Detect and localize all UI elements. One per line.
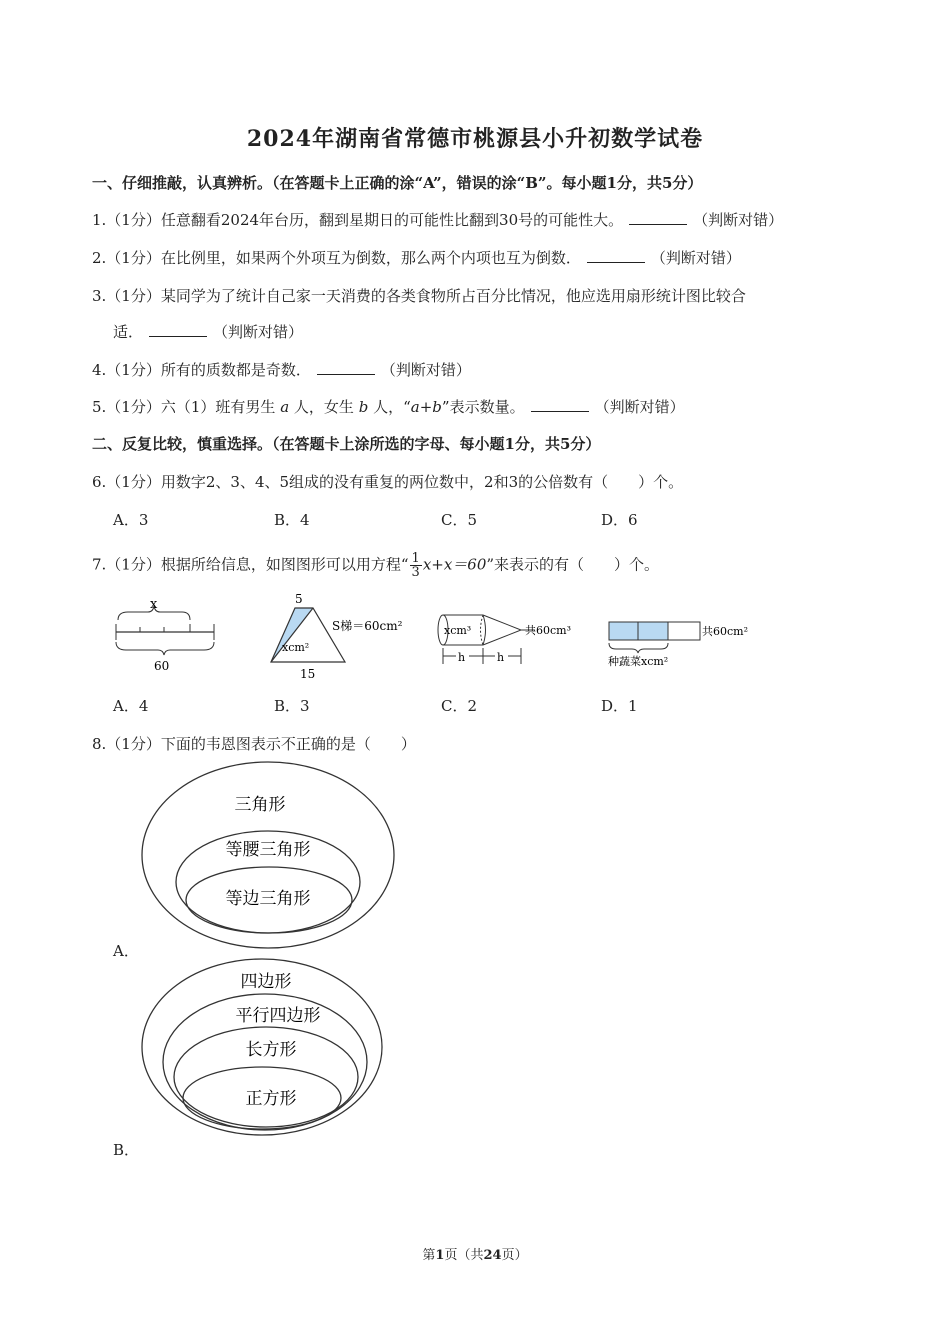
footer-total-pages: 24 (483, 1248, 502, 1263)
footer-mid: 页（共 (444, 1248, 484, 1263)
fraction-numerator: 1 (411, 551, 420, 566)
question-3-line2 (113, 321, 303, 342)
fig2-bottom-label: 15 (300, 667, 316, 681)
answer-blank (629, 210, 687, 225)
footer-post: 页） (501, 1248, 528, 1263)
answer-blank (149, 322, 207, 337)
venn-b-label-1: 四边形 (240, 972, 292, 992)
answer-blank (317, 360, 375, 375)
variable-b: b (358, 398, 369, 416)
venn-b-label-3: 长方形 (245, 1040, 297, 1060)
fig3-h1-label: h (458, 651, 466, 664)
fig2-area-label: S梯＝60cm² (332, 619, 403, 633)
question-6: 6.（1分）用数字2、3、4、5组成的没有重复的两位数中，2和3的公倍数有（ ）个。 (92, 473, 684, 491)
question-7-post: ”来表示的有（ ）个。 (486, 555, 660, 574)
q6-option-b[interactable]: B．4 (274, 511, 310, 529)
variable-a: a (280, 398, 290, 416)
q8-venn-diagram-a (135, 758, 425, 958)
fig4-total-label: 共60cm² (702, 625, 748, 638)
question-7 (92, 552, 659, 579)
fig2-inner-label: xcm² (282, 641, 310, 654)
q8-venn-diagram-b (135, 955, 425, 1155)
fig3-total-label: 共60cm³ (525, 624, 571, 637)
fraction-one-third (410, 552, 422, 579)
q8-option-b[interactable]: B． (113, 1141, 140, 1159)
venn-a-outer-label: 三角形 (234, 795, 286, 815)
fig1-x-label: x (150, 597, 158, 612)
section-2-heading: 二、反复比较，慎重选择。（在答题卡上涂所选的字母、每小题1分，共5分） (92, 435, 601, 453)
question-3-tail: （判断对错） (213, 323, 304, 341)
q7-figure-trapezoid (262, 590, 412, 682)
q7-option-c[interactable]: C．2 (441, 697, 478, 715)
question-1-tail: （判断对错） (693, 211, 784, 229)
question-5-end: ”表示数量。 (441, 398, 525, 416)
question-2-tail: （判断对错） (650, 249, 741, 267)
venn-a-middle-label: 等腰三角形 (225, 840, 311, 860)
venn-b-label-2: 平行四边形 (235, 1006, 321, 1026)
question-1 (92, 209, 783, 230)
fig2-top-label: 5 (295, 592, 303, 606)
question-2 (92, 247, 741, 268)
section-1-heading: 一、仔细推敲，认真辨析。（在答题卡上正确的涂“A”，错误的涂“B”。每小题1分，共5分） (92, 174, 703, 192)
question-4-text: 4.（1分）所有的质数都是奇数． (92, 361, 311, 379)
question-2-text: 2.（1分）在比例里，如果两个外项互为倒数，那么两个内项也互为倒数． (92, 249, 581, 267)
answer-blank (531, 397, 589, 412)
question-5-mid: 人，女生 (293, 398, 354, 416)
question-5 (92, 396, 685, 417)
footer-page-number: 1 (435, 1248, 445, 1263)
question-5-post: 人，“ (373, 398, 411, 416)
q7-figure-bar-strip (604, 612, 764, 672)
fraction-denominator: 3 (411, 565, 420, 580)
equation-expression: x+x＝60 (422, 555, 487, 574)
answer-blank (587, 248, 645, 263)
q7-option-b[interactable]: B．3 (274, 697, 310, 715)
fig1-total-label: 60 (154, 659, 170, 673)
venn-a-inner-label: 等边三角形 (225, 889, 311, 909)
question-5-pre: 5.（1分）六（1）班有男生 (92, 398, 276, 416)
fig4-label: 种蔬菜xcm² (608, 655, 669, 668)
question-1-text: 1.（1分）任意翻看2024年台历，翻到星期日的可能性比翻到30号的可能性大。 (92, 211, 624, 229)
question-3-line2-text: 适． (113, 323, 144, 341)
q7-option-d[interactable]: D．1 (601, 697, 638, 715)
question-3-text: 3.（1分）某同学为了统计自己家一天消费的各类食物所占百分比情况，他应选用扇形统计图比较合 (92, 287, 746, 305)
q7-figure-segment-diagram (110, 596, 220, 676)
question-8: 8.（1分）下面的韦恩图表示不正确的是（ ） (92, 735, 416, 753)
expression-a-plus-b: a+b (410, 398, 442, 416)
page-footer (0, 1244, 950, 1263)
venn-b-label-4: 正方形 (245, 1089, 297, 1109)
question-3 (92, 285, 746, 306)
fig3-inner-label: xcm³ (444, 624, 472, 637)
footer-pre: 第 (422, 1248, 436, 1263)
q6-option-a[interactable]: A．3 (113, 511, 149, 529)
question-4 (92, 359, 471, 380)
fig3-h2-label: h (497, 651, 505, 664)
question-7-pre: 7.（1分）根据所给信息，如图图形可以用方程“ (92, 555, 409, 574)
q8-option-a[interactable]: A． (113, 942, 139, 960)
exam-title: 2024年湖南省常德市桃源县小升初数学试卷 (246, 126, 704, 152)
q6-option-d[interactable]: D．6 (601, 511, 638, 529)
q7-figure-cylinder-cone (435, 610, 585, 670)
question-5-tail: （判断对错） (594, 398, 685, 416)
q7-option-a[interactable]: A．4 (113, 697, 149, 715)
question-4-tail: （判断对错） (380, 361, 471, 379)
q6-option-c[interactable]: C．5 (441, 511, 478, 529)
